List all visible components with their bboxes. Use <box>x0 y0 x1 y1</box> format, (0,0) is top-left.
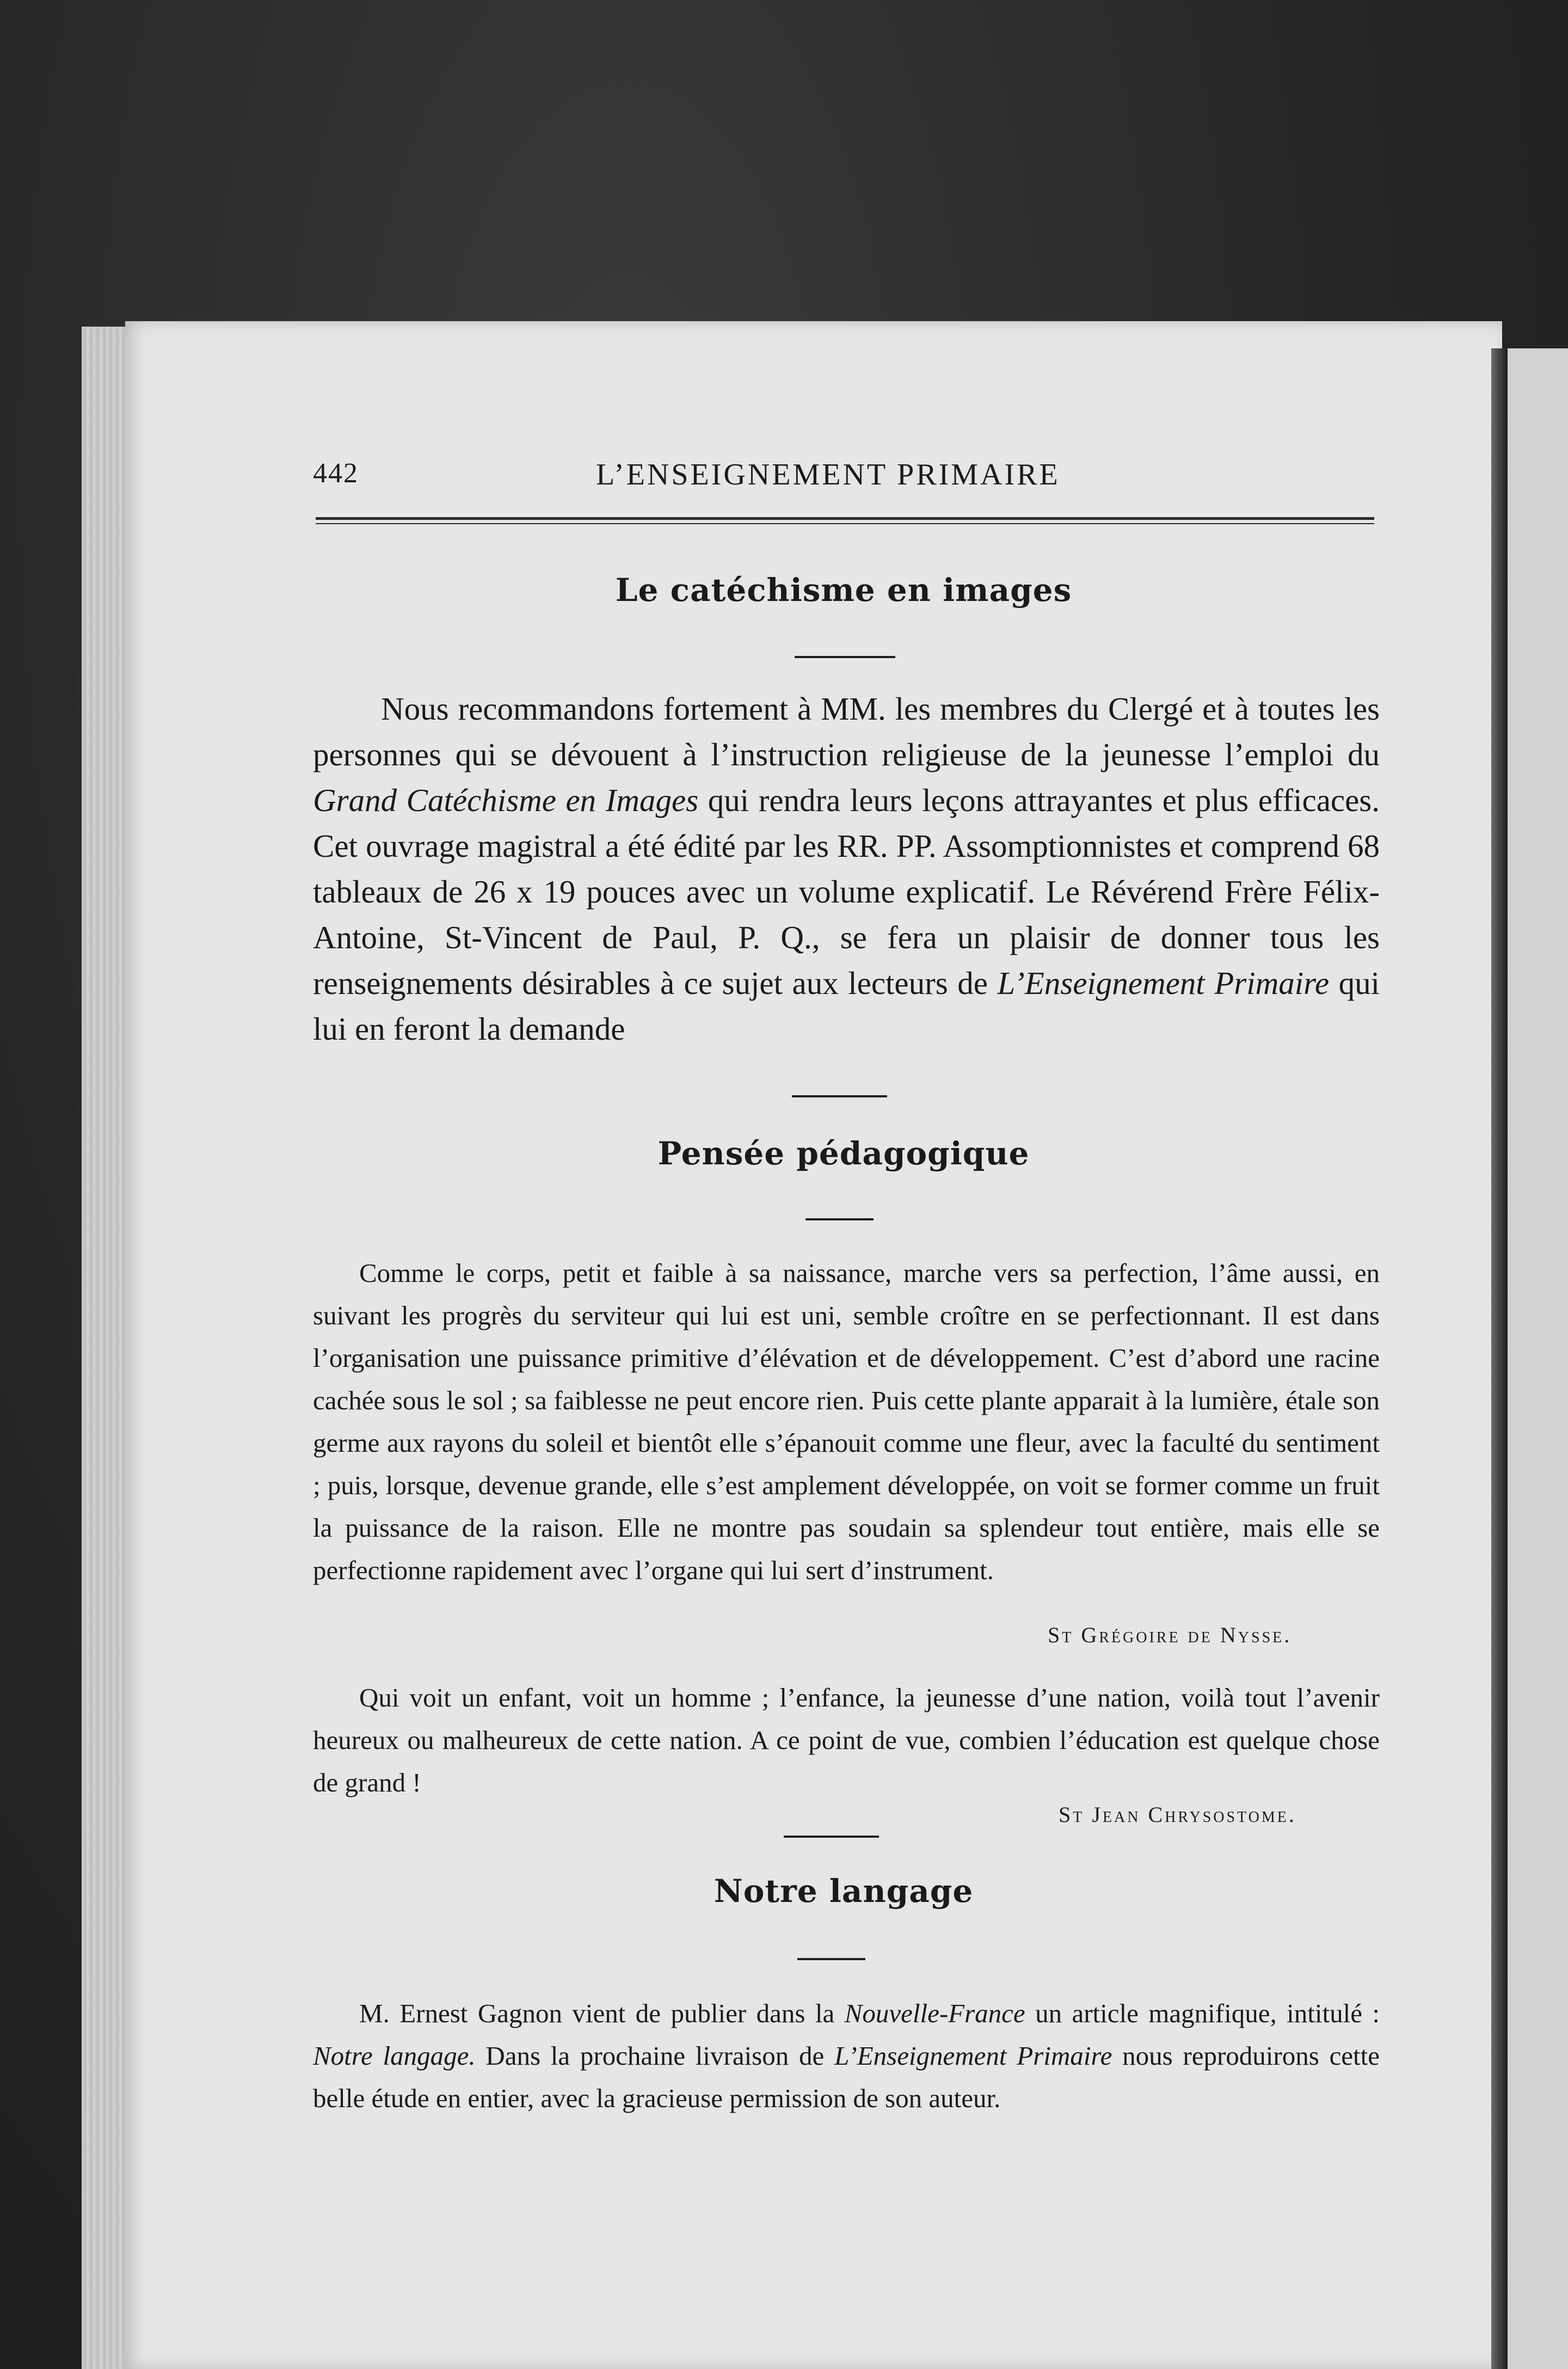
paragraph-catechisme <box>313 686 1380 1052</box>
section-divider <box>805 1218 874 1220</box>
paragraph-text: Dans la prochaine livraison de <box>475 2041 834 2071</box>
next-page-edge <box>1508 348 1568 2369</box>
section-title-langage: Notre langage <box>714 1873 974 1910</box>
page-number: 442 <box>313 458 359 489</box>
article-title-italic: Notre langage. <box>313 2041 476 2071</box>
journal-title-italic: L’Enseignement Primaire <box>997 965 1330 1001</box>
section-divider <box>795 656 895 658</box>
attribution-chrysostome: St Jean Chrysostome. <box>1059 1802 1296 1827</box>
paragraph-text: qui lui en feront la demande <box>313 965 1380 1047</box>
journal-title-italic: L’Enseignement Primaire <box>834 2041 1112 2071</box>
paragraph-text: Nous recommandons fortement à MM. les membres du Clergé et à toutes les personnes qui se dévouent à l’instruction religieuse de la jeunesse l’emploi du <box>313 691 1380 772</box>
book-gutter <box>1491 348 1508 2369</box>
quote-chrysostome: Qui voit un enfant, voit un homme ; l’enfance, la jeunesse d’une nation, voilà tout l’avenir heureux ou malheureux de cette nation. A ce point de vue, combien l’éducation est quelque chose de grand ! <box>313 1683 1380 1797</box>
attribution-gregoire: St Grégoire de Nysse. <box>1048 1623 1292 1647</box>
running-title: L’ENSEIGNEMENT PRIMAIRE <box>596 458 1060 492</box>
paragraph-text: nous reproduirons cette belle étude en entier, avec la gracieuse permission de son auteur. <box>313 2041 1380 2113</box>
page-header <box>313 457 1374 501</box>
section-divider <box>784 1836 879 1838</box>
quote-gregoire: Comme le corps, petit et faible à sa naissance, marche vers sa perfection, l’âme aussi, en suivant les progrès du serviteur qui lui est uni, semble croître en se perfectionnant. Il est dans l’organisation une puissance primitive d’élévation et de développement. C’est d’abord une racine cachée sous le sol ; sa faiblesse ne peut encore rien. Puis cette plante apparait à la lumière, étale son germe aux rayons du soleil et bientôt elle s’épanouit comme une fleur, avec la faculté du sentiment ; puis, lorsque, devenue grande, elle s’est amplement développée, on voit se former comme un fruit la puissance de la raison. Elle ne montre pas soudain sa splendeur tout entière, mais elle se perfectionne rapidement avec l’organe qui lui sert d’instrument. <box>313 1258 1380 1585</box>
header-rule <box>316 517 1374 524</box>
paragraph-text: un article magnifique, intitulé : <box>1025 1998 1380 2028</box>
paragraph-langage <box>313 1992 1380 2120</box>
book-title-italic: Grand Catéchisme en Images <box>313 782 699 818</box>
paragraph-text: M. Ernest Gagnon vient de publier dans la <box>359 1998 845 2028</box>
paragraph-text: qui rendra leurs leçons attrayantes et plus efficaces. Cet ouvrage magistral a été édité par les RR. PP. Assomptionnistes et comprend 68 tableaux de 26 x 19 pouces avec un volume explicatif. Le Révérend Frère Félix-Antoine, St-Vincent de Paul, P. Q., se fera un plaisir de donner tous les renseignements désirables à ce sujet aux lecteurs de <box>313 782 1380 1001</box>
section-divider <box>792 1095 887 1097</box>
section-divider <box>797 1958 865 1960</box>
section-title-catechisme: Le catéchisme en images <box>615 572 1072 609</box>
section-title-pensee: Pensée pédagogique <box>657 1135 1030 1172</box>
journal-title-italic: Nouvelle-France <box>844 1998 1025 2028</box>
